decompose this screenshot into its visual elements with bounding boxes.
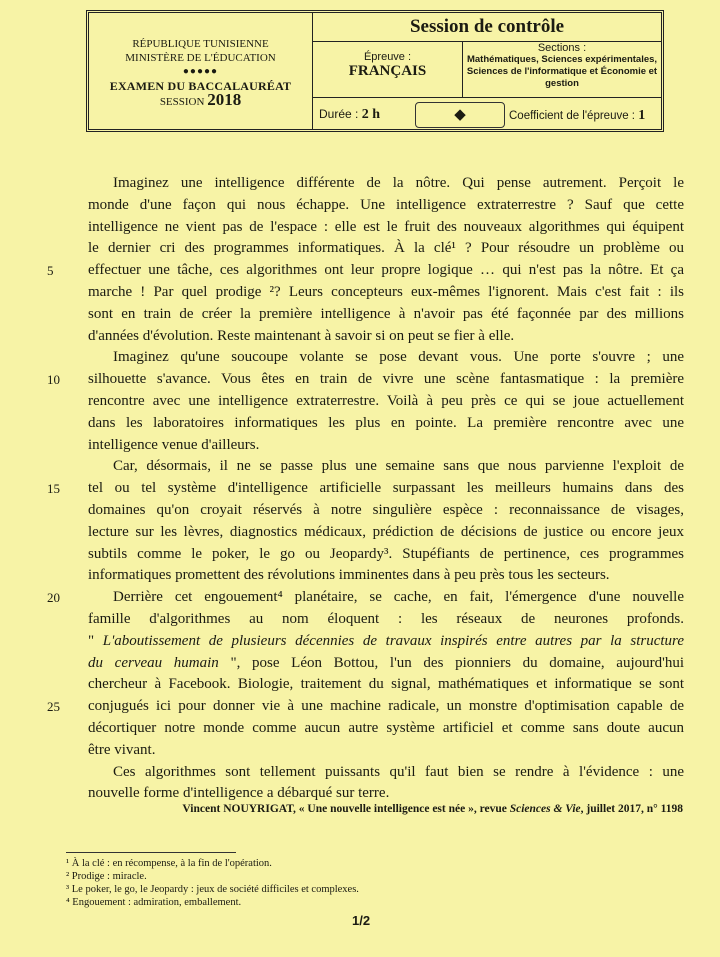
country: RÉPUBLIQUE TUNISIENNE: [132, 38, 269, 50]
line-text: chercheur à Facebook. Biologie, traitement du signal, mathématiques et informatique se sont: [88, 676, 684, 693]
text-line: [88, 304, 684, 326]
line-text: sont en train de créer la première intelligence à n'avoir pas été façonnée par des millions: [88, 305, 684, 322]
epreuve-value: FRANÇAIS: [348, 63, 427, 79]
line-text: ": [88, 632, 103, 649]
line-text: Imaginez une intelligence différente de la nôtre. Qui pense autrement. Perçoit le: [113, 175, 684, 191]
exam-year: 2018: [207, 90, 242, 109]
line-number: 25: [47, 699, 60, 715]
text-line: [88, 631, 684, 653]
session-label: SESSION: [159, 96, 205, 108]
text-line: [88, 565, 684, 587]
text-line: [88, 653, 684, 675]
text-line: [88, 217, 684, 239]
text-line: [88, 674, 684, 696]
footnotes: [66, 857, 359, 909]
line-text: ", pose Léon Bottou, l'un des pionniers du domaine, aujourd'hui: [218, 654, 684, 671]
text-line: [88, 347, 684, 369]
line-text: marche ! Par quel prodige ²? Leurs concepteurs eux-mêmes l'ignorent. Mais c'est fait : ils: [88, 283, 684, 300]
text-line: [88, 326, 684, 348]
line-number: 15: [47, 481, 60, 497]
dots-ornament: ●●●●●: [182, 66, 219, 77]
text-line: [47, 260, 684, 282]
text-line: [88, 740, 684, 762]
text-line: [88, 500, 684, 522]
line-text: rencontre avec une intelligence extraterrestre. Voilà à peu près ce qui se joue actuellement: [88, 392, 684, 409]
line-text: le dernier cri des programmes informatiques. À la clé¹ ? Pour résoudre un problème ou: [88, 240, 684, 257]
line-text: effectuer une tâche, ces algorithmes ont leur propre logique … qui n'est pas la nôtre. Et ça: [88, 262, 684, 279]
text-line: [88, 238, 684, 260]
text-line: [47, 478, 684, 500]
line-text: conjugués ici pour donner vie à une machine radicale, un monstre d'optimisation capable de: [88, 698, 684, 715]
sections-value: Mathématiques, Sciences expérimentales, Sciences de l'informatique et Économie et gestion: [466, 54, 658, 89]
text-line: [88, 173, 684, 195]
text-line: [88, 609, 684, 631]
footnote: ² Prodige : miracle.: [66, 871, 147, 882]
line-number: 20: [47, 590, 60, 606]
line-text: Imaginez qu'une soucoupe volante se pose devant vous. Une porte s'ouvre ; une: [113, 349, 684, 366]
diamond-icon: ◆: [415, 102, 505, 128]
sections-label: Sections :: [537, 42, 587, 54]
coef-cell: [507, 98, 661, 129]
line-text: domaines qu'on croyait réservés à notre singulière espèce : reconnaissance de visages,: [88, 501, 684, 518]
source-author: Vincent NOUYRIGAT, « Une nouvelle intelligence est née », revue: [182, 803, 510, 815]
text-line: [88, 718, 684, 740]
coef-value: 1: [638, 108, 646, 123]
coef-label: Coefficient de l'épreuve :: [509, 110, 636, 122]
footnote: ¹ À la clé : en récompense, à la fin de l'opération.: [66, 858, 272, 869]
page-number: 1/2: [352, 913, 371, 928]
text-line: [47, 696, 684, 718]
line-text: subtils comme le poker, le go ou Jeopardy³. Stupéfiants de pertinence, ces programmes: [88, 545, 684, 562]
exam-name: EXAMEN DU BACCALAURÉAT: [109, 79, 292, 93]
line-text: dans les laboratoires informatiques les plus en pointe. La première rencontre avec une: [88, 414, 684, 431]
ministry: MINISTÈRE DE L'ÉDUCATION: [125, 52, 276, 64]
text-line: [88, 195, 684, 217]
source-magazine: Sciences & Vie: [509, 803, 581, 815]
duree-value: 2 h: [361, 107, 380, 122]
line-text: Car, désormais, il ne se passe plus une semaine sans que nous parvienne l'exploit de: [113, 458, 684, 475]
line-text: tel ou tel système d'intelligence artificielle surpassant les meilleurs humains dans des: [88, 480, 684, 497]
passage-text: [47, 173, 684, 805]
header-institution: [89, 13, 313, 129]
text-line: [88, 456, 684, 478]
line-text: Derrière cet engouement⁴ planétaire, se cache, en fait, l'émergence d'une nouvelle: [113, 589, 684, 606]
duree-label: Durée :: [319, 107, 359, 121]
text-line: [88, 435, 684, 457]
text-line: [88, 282, 684, 304]
text-line: [88, 544, 684, 566]
text-line: [88, 522, 684, 544]
footnote: ⁴ Engouement : admiration, emballement.: [66, 897, 242, 908]
line-text: silhouette s'avance. Vous êtes en train de vivre une scène fantasmatique : la première: [88, 371, 684, 388]
line-text: d'années d'évolution. Reste maintenant à savoir si on peut se fier à elle.: [88, 327, 515, 344]
line-text: lecture sur les lèvres, diagnostics médicaux, prédiction de décisions de justice ou encore jeux: [88, 523, 684, 540]
footnote: ³ Le poker, le go, le Jeopardy : jeux de société difficiles et complexes.: [66, 884, 359, 895]
footnote-divider: [66, 852, 236, 853]
text-line: [88, 413, 684, 435]
session-title: Session de contrôle: [313, 13, 661, 42]
duree-cell: [313, 98, 411, 129]
line-text: intelligence venue d'ailleurs.: [88, 436, 260, 453]
quote-text: L'aboutissement de plusieurs décennies de travaux inspirés entre autres par la structure: [102, 632, 684, 649]
line-text: nouvelle forme d'intelligence a débarqué sur terre.: [88, 785, 390, 802]
epreuve-cell: [313, 42, 463, 98]
line-number: 5: [47, 263, 54, 279]
source-citation: [182, 803, 683, 815]
epreuve-label: Épreuve :: [363, 51, 412, 63]
source-date: , juillet 2017, n° 1198: [580, 803, 683, 815]
line-text: monde d'une façon qui nous échappe. Une intelligence extraterrestre ? Sauf que cette: [88, 196, 684, 213]
exam-header: [86, 10, 664, 132]
quote-text: du cerveau humain: [88, 654, 219, 671]
sections-cell: [463, 42, 661, 98]
text-line: [88, 762, 684, 784]
text-line: [47, 369, 684, 391]
text-line: [88, 783, 684, 805]
text-line: [88, 391, 684, 413]
line-text: être vivant.: [88, 741, 156, 758]
line-text: informatiques promettent des révolutions imminentes dans à peu près tous les secteurs.: [88, 567, 610, 584]
line-number: 10: [47, 372, 60, 388]
line-text: intelligence ne vient pas de l'espace : elle est le fruit des nouveaux algorithmes qui équipent: [88, 218, 684, 235]
line-text: décortiquer notre monde comme aucun autre système artificiel et comme sans doute aucun: [88, 719, 684, 736]
line-text: Ces algorithmes sont tellement puissants qu'il faut bien se rendre à l'évidence : une: [113, 763, 684, 780]
line-text: famille d'algorithmes au nom éloquent : les réseaux de neurones profonds.: [88, 610, 684, 627]
text-line: [47, 587, 684, 609]
